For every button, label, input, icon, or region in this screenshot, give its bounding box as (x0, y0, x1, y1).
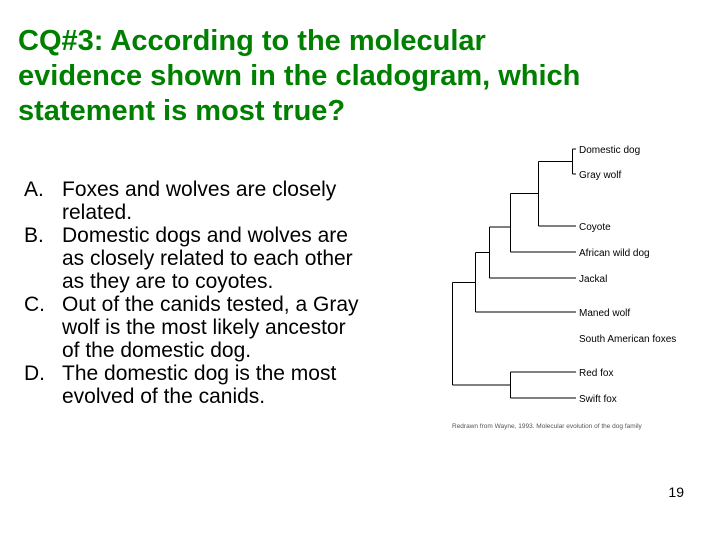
option-line: The domestic dog is the most (62, 362, 337, 385)
option-line: wolf is the most likely ancestor (62, 316, 346, 339)
option-line: as they are to coyotes. (62, 270, 274, 293)
cladogram-branches (453, 149, 577, 398)
option-letter: C. (24, 293, 45, 316)
option-line: evolved of the canids. (62, 385, 266, 408)
option-letter: B. (24, 224, 44, 247)
option-line: related. (62, 201, 133, 224)
option-d[interactable] (24, 362, 434, 408)
taxon-label: Gray wolf (579, 170, 622, 181)
option-line: Out of the canids tested, a Gray (62, 293, 359, 316)
title-line: evidence shown in the cladogram, which (18, 60, 581, 92)
option-b[interactable] (24, 224, 434, 293)
title-line: CQ#3: According to the molecular (18, 25, 486, 57)
cladogram (448, 138, 688, 434)
option-letter: A. (24, 178, 44, 201)
option-line: as closely related to each other (62, 247, 353, 270)
taxon-label: Swift fox (579, 394, 617, 405)
question-title (18, 24, 708, 129)
option-letter: D. (24, 362, 45, 385)
taxon-label: South American foxes (579, 334, 677, 345)
answer-options (24, 178, 434, 408)
page-number: 19 (668, 484, 684, 500)
taxon-label: Maned wolf (579, 308, 631, 319)
taxon-label: Domestic dog (579, 145, 641, 156)
title-line: statement is most true? (18, 95, 346, 127)
option-line: Domestic dogs and wolves are (62, 224, 348, 247)
source-caption: Redrawn from Wayne, 1993. Molecular evolution of the dog family (452, 423, 642, 430)
taxon-label: Red fox (579, 368, 614, 379)
taxon-label: Jackal (579, 274, 608, 285)
option-line: of the domestic dog. (62, 339, 252, 362)
taxon-label: Coyote (579, 222, 611, 233)
option-a[interactable] (24, 178, 434, 224)
taxon-label: African wild dog (579, 248, 650, 259)
option-c[interactable] (24, 293, 434, 362)
option-line: Foxes and wolves are closely (62, 178, 337, 201)
